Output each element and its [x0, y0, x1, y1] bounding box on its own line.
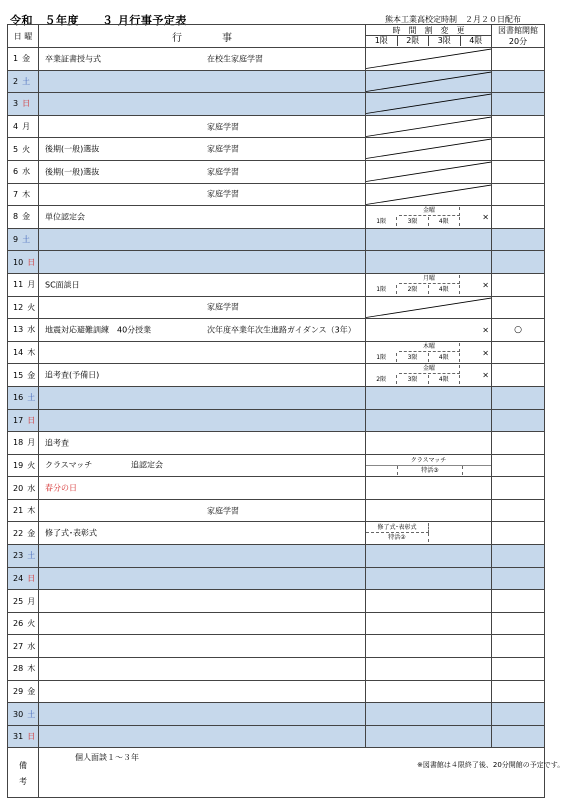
library-cell: [492, 206, 545, 229]
library-cell: [492, 341, 545, 364]
library-cell: [492, 409, 545, 432]
library-cell: [492, 296, 545, 319]
weekday: 土: [27, 393, 36, 403]
day-number: 20: [13, 483, 24, 493]
event-cell: [39, 93, 366, 116]
closed-mark: ×: [482, 280, 489, 290]
timetable-cell: [366, 138, 492, 161]
event-sub: 家庭学習: [207, 506, 239, 516]
weekday: 土: [22, 235, 31, 245]
library-cell: [492, 477, 545, 500]
library-cell: [492, 93, 545, 116]
day-cell: [8, 477, 39, 500]
day-row: [8, 70, 545, 93]
library-cell: [492, 183, 545, 206]
library-cell: [492, 251, 545, 274]
event-cell: [39, 612, 366, 635]
day-cell: [8, 251, 39, 274]
day-number: 10: [13, 257, 24, 267]
day-number: 24: [13, 573, 24, 583]
event-sub: 次年度卒業年次生進路ガイダンス（3年）: [207, 325, 356, 335]
library-cell: [492, 386, 545, 409]
no-change-slash: [366, 71, 491, 93]
timetable-cell: [366, 635, 492, 658]
weekday: 金: [22, 54, 31, 64]
library-cell: [492, 703, 545, 726]
day-row: [8, 703, 545, 726]
weekday: 日: [27, 257, 36, 267]
event-mid: 追認定会: [131, 460, 163, 470]
day-row: [8, 296, 545, 319]
event-cell: [39, 499, 366, 522]
day-cell: [8, 658, 39, 681]
day-cell: [8, 545, 39, 568]
day-row: [8, 725, 545, 748]
event-main: SC面談日: [45, 280, 80, 290]
timetable-cell: [366, 70, 492, 93]
day-row: [8, 273, 545, 296]
no-change-slash: [366, 161, 491, 183]
day-number: 29: [13, 686, 24, 696]
timetable-cell: [366, 612, 492, 635]
weekday: 金: [22, 212, 31, 222]
library-cell: [492, 228, 545, 251]
day-number: 11: [13, 280, 24, 290]
weekday: 木: [22, 189, 31, 199]
day-number: 14: [13, 348, 24, 358]
event-cell: [39, 319, 366, 342]
day-cell: [8, 48, 39, 71]
event-cell: [39, 386, 366, 409]
day-cell: [8, 590, 39, 613]
timetable-cell: [366, 228, 492, 251]
day-number: 5: [13, 144, 19, 154]
day-cell: [8, 319, 39, 342]
day-cell: [8, 93, 39, 116]
timetable-header: [366, 25, 492, 48]
tt-special: 特活②: [366, 533, 429, 542]
closed-mark: ×: [482, 325, 489, 335]
day-row: [8, 160, 545, 183]
day-row: [8, 341, 545, 364]
timetable-cell: [366, 319, 492, 342]
weekday: 金: [27, 370, 36, 380]
remarks-body: 個人面談１～３年: [75, 753, 139, 763]
event-cell: [39, 567, 366, 590]
day-row: [8, 93, 545, 116]
event-cell: [39, 341, 366, 364]
day-cell: [8, 341, 39, 364]
event-main: クラスマッチ: [45, 460, 93, 470]
library-cell: [492, 635, 545, 658]
timetable-cell: [366, 341, 492, 364]
day-cell: [8, 522, 39, 545]
tt-period: 3限: [397, 353, 428, 362]
weekday: 日: [22, 99, 31, 109]
event-sub: 在校生家庭学習: [207, 54, 263, 64]
day-number: 22: [13, 528, 24, 538]
weekday: 水: [27, 641, 36, 651]
no-change-slash: [366, 297, 491, 319]
timetable-cell: [366, 93, 492, 116]
day-cell: [8, 228, 39, 251]
period-4: 4限: [469, 36, 483, 45]
event-cell: [39, 522, 366, 545]
day-row: [8, 454, 545, 477]
library-cell: [492, 567, 545, 590]
day-cell: [8, 409, 39, 432]
day-number: 2: [13, 76, 19, 86]
library-cell: [492, 658, 545, 681]
weekday: 月: [27, 438, 36, 448]
weekday: 日: [27, 732, 36, 742]
day-row: [8, 545, 545, 568]
day-row: [8, 115, 545, 138]
weekday: 木: [27, 506, 36, 516]
library-cell: [492, 454, 545, 477]
library-cell: [492, 612, 545, 635]
tt-period: 1限: [366, 353, 397, 362]
timetable-cell: [366, 115, 492, 138]
no-change-slash: [366, 93, 491, 115]
day-row: [8, 48, 545, 71]
day-number: 17: [13, 415, 24, 425]
day-number: 25: [13, 596, 24, 606]
day-cell: [8, 567, 39, 590]
tt-period: 4限: [429, 353, 460, 362]
day-row: [8, 590, 545, 613]
day-row: [8, 499, 545, 522]
day-number: 31: [13, 732, 24, 742]
library-cell: [492, 273, 545, 296]
event-cell: [39, 477, 366, 500]
library-cell: [492, 115, 545, 138]
day-row: [8, 228, 545, 251]
day-row: [8, 477, 545, 500]
event-sub: 家庭学習: [207, 122, 239, 132]
tt-weekday: 木曜: [399, 343, 460, 352]
day-cell: [8, 612, 39, 635]
day-cell: [8, 364, 39, 387]
event-cell: [39, 251, 366, 274]
period-3: 3限: [429, 36, 461, 46]
library-cell: [492, 48, 545, 71]
weekday: 月: [27, 280, 36, 290]
day-row: [8, 409, 545, 432]
weekday: 月: [22, 122, 31, 132]
tt-periods: [366, 285, 460, 294]
weekday: 土: [27, 551, 36, 561]
weekday: 火: [27, 619, 36, 629]
tt-period: 4限: [429, 217, 460, 226]
library-cell: [492, 70, 545, 93]
weekday: 土: [22, 76, 31, 86]
tt-ceremony: 修了式･表彰式: [366, 523, 429, 533]
day-number: 1: [13, 54, 19, 64]
day-row: [8, 319, 545, 342]
day-cell: [8, 160, 39, 183]
event-main: 追考査(予備日): [45, 370, 100, 380]
event-cell: [39, 680, 366, 703]
event-cell: [39, 70, 366, 93]
schedule-table: [7, 24, 564, 798]
tt-special: 特活③: [397, 466, 463, 475]
timetable-cell: [366, 680, 492, 703]
weekday: 水: [27, 483, 36, 493]
day-number: 9: [13, 235, 19, 245]
tt-period: 4限: [429, 375, 460, 384]
event-sub: 家庭学習: [207, 302, 239, 312]
open-mark: ○: [514, 324, 522, 335]
no-change-slash: [366, 116, 491, 138]
tt-weekday: 金曜: [399, 365, 460, 374]
weekday: 木: [27, 664, 36, 674]
event-cell: [39, 160, 366, 183]
weekday: 火: [27, 302, 36, 312]
closed-mark: ×: [482, 212, 489, 222]
weekday: 土: [27, 709, 36, 719]
day-number: 13: [13, 325, 24, 335]
period-headers: [366, 36, 491, 46]
timetable-cell: [366, 206, 492, 229]
timetable-cell: [366, 251, 492, 274]
event-main: 地震対応避難訓練 40分授業: [45, 325, 152, 335]
event-main: 単位認定会: [45, 212, 85, 222]
event-cell: [39, 658, 366, 681]
timetable-cell: [366, 725, 492, 748]
timetable-cell: [366, 703, 492, 726]
event-cell: [39, 364, 366, 387]
day-number: 4: [13, 122, 19, 132]
library-cell: [492, 138, 545, 161]
library-cell: [492, 319, 545, 342]
day-row: [8, 364, 545, 387]
library-cell: [492, 680, 545, 703]
tt-period: 3限: [397, 217, 428, 226]
timetable-cell: [366, 273, 492, 296]
library-cell: [492, 160, 545, 183]
day-cell: [8, 725, 39, 748]
event-cell: [39, 409, 366, 432]
weekday: 火: [27, 460, 36, 470]
day-number: 26: [13, 619, 24, 629]
day-cell: [8, 183, 39, 206]
weekday: 日: [27, 573, 36, 583]
weekday: 水: [27, 325, 36, 335]
period-1: 1限: [366, 36, 398, 46]
tt-class-match: クラスマッチ: [366, 456, 491, 466]
event-cell: [39, 206, 366, 229]
day-number: 6: [13, 167, 19, 177]
closed-mark: ×: [482, 348, 489, 358]
no-change-slash: [366, 48, 491, 70]
event-cell: [39, 48, 366, 71]
event-cell: [39, 138, 366, 161]
day-cell: [8, 296, 39, 319]
library-cell: [492, 725, 545, 748]
weekday: 月: [27, 596, 36, 606]
day-row: [8, 432, 545, 455]
event-cell: [39, 635, 366, 658]
tt-period: 3限: [397, 375, 428, 384]
day-cell: [8, 454, 39, 477]
timetable-cell: [366, 590, 492, 613]
day-row: [8, 386, 545, 409]
day-number: 15: [13, 370, 24, 380]
timetable-cell: [366, 48, 492, 71]
day-cell: [8, 499, 39, 522]
library-header: [492, 25, 545, 48]
event-cell: [39, 590, 366, 613]
header-row: [8, 25, 545, 48]
timetable-cell: [366, 477, 492, 500]
event-main: 修了式･表彰式: [45, 528, 97, 538]
timetable-cell: [366, 522, 492, 545]
event-main: 春分の日: [45, 483, 77, 493]
weekday: 金: [27, 528, 36, 538]
timetable-cell: [366, 296, 492, 319]
event-cell: [39, 454, 366, 477]
timetable-cell: [366, 567, 492, 590]
event-cell: [39, 703, 366, 726]
timetable-cell: [366, 364, 492, 387]
event-sub: 家庭学習: [207, 144, 239, 154]
event-sub: 家庭学習: [207, 167, 239, 177]
day-cell: [8, 206, 39, 229]
library-note: ※図書館は４限終了後、20分開館の予定です。: [417, 761, 564, 770]
timetable-cell: [366, 386, 492, 409]
library-cell: [492, 590, 545, 613]
remarks-row: [8, 748, 545, 798]
tt-period: 1限: [366, 217, 397, 226]
day-row: [8, 251, 545, 274]
day-cell: [8, 635, 39, 658]
tt-periods: [366, 375, 460, 384]
day-row: [8, 680, 545, 703]
day-number: 21: [13, 506, 24, 516]
event-cell: [39, 725, 366, 748]
no-change-slash: [366, 184, 491, 206]
remarks-text: [39, 748, 564, 798]
event-main: 追考査: [45, 438, 69, 448]
day-number: 28: [13, 664, 24, 674]
day-row: [8, 612, 545, 635]
day-number: 23: [13, 551, 24, 561]
day-cell: [8, 138, 39, 161]
event-main: 後期(一般)選抜: [45, 167, 100, 177]
tt-period: 2限: [366, 375, 397, 384]
remarks-label: 備 考: [8, 748, 39, 798]
tt-period: 2限: [397, 285, 428, 294]
event-main: 卒業証書授与式: [45, 54, 101, 64]
weekday: 火: [22, 144, 31, 154]
day-number: 16: [13, 393, 24, 403]
issuer-note: 熊本工業高校定時制 ２月２０日配布: [385, 15, 521, 24]
day-number: 7: [13, 189, 19, 199]
day-header: 日 曜: [8, 25, 39, 48]
day-row: [8, 567, 545, 590]
event-cell: [39, 545, 366, 568]
weekday: 水: [22, 167, 31, 177]
timetable-cell: [366, 409, 492, 432]
weekday: 日: [27, 415, 36, 425]
day-number: 12: [13, 302, 24, 312]
library-sub: 20分: [508, 37, 528, 46]
event-main: 後期(一般)選抜: [45, 144, 100, 154]
tt-period: 1限: [366, 285, 397, 294]
timetable-cell: [366, 183, 492, 206]
day-number: 8: [13, 212, 19, 222]
library-cell: [492, 522, 545, 545]
day-number: 19: [13, 460, 24, 470]
event-cell: [39, 228, 366, 251]
events-header: 行 事: [39, 25, 366, 48]
library-cell: [492, 545, 545, 568]
day-row: [8, 183, 545, 206]
day-row: [8, 522, 545, 545]
timetable-cell: [366, 658, 492, 681]
library-cell: [492, 432, 545, 455]
weekday: 金: [27, 686, 36, 696]
timetable-title: 時 間 割 変 更: [366, 26, 491, 36]
library-title: 図書館開館: [498, 26, 538, 35]
library-cell: [492, 364, 545, 387]
library-cell: [492, 499, 545, 522]
day-cell: [8, 680, 39, 703]
event-cell: [39, 432, 366, 455]
period-2: 2限: [398, 36, 430, 46]
day-number: 3: [13, 99, 19, 109]
closed-mark: ×: [482, 370, 489, 380]
day-row: [8, 658, 545, 681]
day-row: [8, 206, 545, 229]
tt-weekday: 月曜: [399, 275, 460, 284]
page-title: 令和 ５年度 ３ 月行事予定表: [10, 14, 187, 27]
tt-period: 4限: [429, 285, 460, 294]
day-cell: [8, 703, 39, 726]
tt-periods: [366, 217, 460, 226]
day-number: 18: [13, 438, 24, 448]
no-change-slash: [366, 138, 491, 160]
day-cell: [8, 70, 39, 93]
timetable-cell: [366, 454, 492, 477]
day-row: [8, 138, 545, 161]
event-sub: 家庭学習: [207, 189, 239, 199]
weekday: 木: [27, 348, 36, 358]
day-cell: [8, 432, 39, 455]
day-row: [8, 635, 545, 658]
event-cell: [39, 296, 366, 319]
day-number: 30: [13, 709, 24, 719]
day-number: 27: [13, 641, 24, 651]
tt-periods: [366, 353, 460, 362]
day-cell: [8, 386, 39, 409]
event-cell: [39, 273, 366, 296]
day-cell: [8, 273, 39, 296]
event-cell: [39, 115, 366, 138]
timetable-cell: [366, 545, 492, 568]
timetable-cell: [366, 499, 492, 522]
event-cell: [39, 183, 366, 206]
tt-weekday: 金曜: [399, 207, 460, 216]
day-cell: [8, 115, 39, 138]
timetable-cell: [366, 160, 492, 183]
timetable-cell: [366, 432, 492, 455]
